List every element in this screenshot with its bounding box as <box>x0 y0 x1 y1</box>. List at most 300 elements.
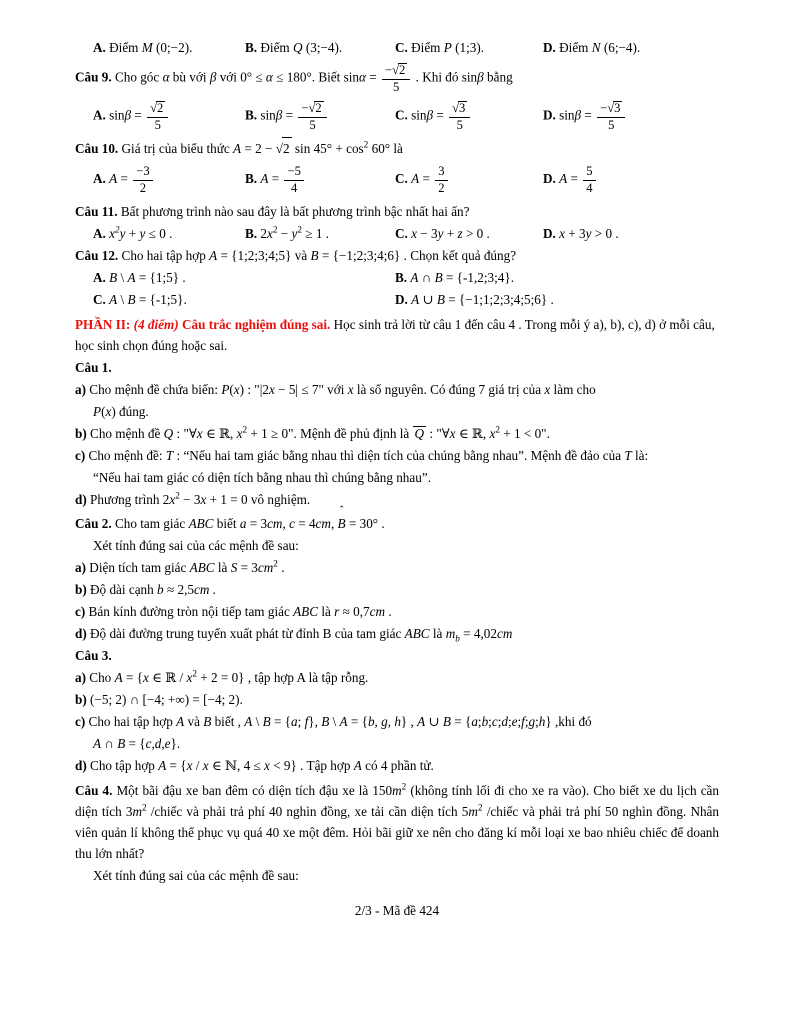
radicand <box>156 101 165 116</box>
text-run: , <box>387 714 395 730</box>
text-run: = <box>282 107 297 123</box>
c3-d <box>75 755 719 776</box>
text-run: A. <box>93 40 110 55</box>
text-run: 5 <box>586 164 593 179</box>
fraction-denominator <box>298 118 326 133</box>
fraction-numerator <box>382 62 410 80</box>
q10-opt-c <box>395 164 543 196</box>
text-run: f <box>521 714 525 730</box>
text-run: : "∀ <box>426 426 450 442</box>
text-run: sin <box>109 107 125 123</box>
text-run: x <box>411 226 417 242</box>
q9-options <box>75 100 719 133</box>
text-run: A <box>244 714 253 730</box>
text-run: C. <box>395 107 412 123</box>
text-run: = <box>365 69 380 85</box>
text-run: có 4 phần tử. <box>361 758 434 774</box>
q12-options-cd <box>75 289 719 310</box>
text-run: m <box>132 804 142 820</box>
q9-stem <box>75 62 719 95</box>
q8-opt-c <box>395 37 543 58</box>
text-run: Câu 9. <box>75 69 115 85</box>
text-run: − 3 <box>416 226 438 242</box>
text-run: sin <box>260 107 276 123</box>
superscript: 2 <box>141 802 147 813</box>
text-run: } , <box>400 714 418 730</box>
text-run: b <box>481 714 489 730</box>
radical-sign: √ <box>150 100 158 115</box>
text-run: Điểm <box>109 40 142 55</box>
text-run: β <box>209 69 217 85</box>
text-run: B. <box>395 270 411 286</box>
text-run: = { <box>347 714 368 730</box>
text-run: ∈ ℕ, 4 ≤ <box>208 758 265 774</box>
text-run: a) <box>75 560 90 576</box>
text-run: A <box>209 248 218 264</box>
text-run: = <box>117 171 132 187</box>
fraction-numerator <box>583 164 595 181</box>
fraction-numerator <box>284 164 303 181</box>
text-run: 5 <box>393 79 400 94</box>
text-run: y <box>437 226 444 242</box>
q10-opt-d <box>543 164 719 196</box>
text-run: = {−1;2;3;4;6} . Chọn kết quả đúng? <box>318 248 517 264</box>
text-run: D. <box>543 107 560 123</box>
text-run: − <box>301 100 309 115</box>
text-run: − <box>384 63 393 77</box>
text-run: b) <box>75 426 91 442</box>
text-run: Điểm <box>260 40 293 55</box>
text-run: /chiếc và phải trả phí 40 nghìn đồng, xe tải cần diện tích 5 <box>146 804 469 820</box>
q12-opt-d <box>395 289 719 310</box>
text-run: x <box>236 426 243 442</box>
text-run: β <box>477 69 484 85</box>
text-run: β <box>124 107 132 123</box>
text-run: Độ dài đường trung tuyến xuất phát từ đỉnh B của tam giác <box>90 626 405 642</box>
text-run: ∈ ℝ / <box>148 670 187 686</box>
text-run: là số nguyên. Có đúng 7 giá trị của <box>353 382 545 398</box>
text-run: , <box>161 736 165 752</box>
text-run: Giá trị của biểu thức <box>121 141 234 157</box>
fraction <box>298 100 326 133</box>
text-run: Cho hai tập hợp <box>121 248 210 264</box>
text-run: 5 <box>608 117 615 132</box>
text-run: y <box>139 226 146 242</box>
text-run: = {−1;1;2;3;4;5;6} . <box>444 292 554 308</box>
text-run: B <box>310 248 319 264</box>
text-run: = <box>131 107 146 123</box>
superscript: 2 <box>401 781 407 792</box>
text-run: = {-1;5}. <box>135 292 187 308</box>
c2-a <box>75 557 719 578</box>
text-run: B <box>127 292 136 308</box>
text-run: Cho mệnh đề <box>90 426 164 442</box>
text-run: z <box>457 226 463 242</box>
radical-sign: √ <box>308 100 316 115</box>
text-run: A <box>411 171 420 187</box>
text-run: Phương trình 2 <box>90 492 170 508</box>
text-run: Câu 1. <box>75 360 112 376</box>
text-run: − 3 <box>179 492 201 508</box>
text-run: làm cho <box>550 382 596 398</box>
text-run: Q <box>414 426 425 442</box>
text-run: /chiếc và phải trả phí 50 nghìn đồng. Nhân viên quản lí không thể phục vụ quá 40 xe một đêm. Hỏi bãi giữ xe nên cho đăng kí mỗi loại xe bao nhiêu chiếc để doanh thu lớn nhất? <box>75 804 720 862</box>
text-run: f <box>304 714 309 730</box>
text-run: , <box>330 516 338 532</box>
text-run: A <box>260 171 269 187</box>
radical <box>607 101 622 116</box>
q11-opt-c <box>395 223 543 244</box>
fraction <box>449 100 470 133</box>
radical <box>276 137 292 159</box>
text-run: + 1 < 0". <box>499 426 550 442</box>
fraction <box>583 164 595 196</box>
text-run: }, <box>308 714 322 730</box>
text-run: B. <box>245 40 261 55</box>
text-run: −3 <box>136 164 150 179</box>
text-run: Cho mệnh đề chứa biến: <box>89 382 222 398</box>
text-run: Cho góc <box>114 69 163 85</box>
text-run: x <box>143 670 149 686</box>
text-run: A <box>417 714 426 730</box>
text-run: x <box>169 492 176 508</box>
radicand <box>613 101 622 116</box>
fraction-denominator <box>583 181 595 196</box>
text-run: − 5| ≤ 7" với <box>274 382 348 398</box>
text-run: Cho tam giác <box>114 516 189 532</box>
text-run: biết <box>213 516 240 532</box>
text-run: = {1;5} . <box>135 270 186 286</box>
fraction-denominator <box>133 181 152 196</box>
text-run: − <box>600 100 608 115</box>
text-run: ABC <box>404 626 430 642</box>
text-run: Một bãi đậu xe ban đêm có diện tích đậu xe là 150 <box>116 783 393 799</box>
text-run: ; <box>517 714 522 730</box>
text-run: = 2 − <box>241 141 276 157</box>
text-run: A <box>353 758 362 774</box>
text-run: (3;−4). <box>302 40 343 55</box>
text-run: A <box>176 714 185 730</box>
text-run: ; <box>535 714 539 730</box>
q9-opt-a <box>93 100 245 133</box>
fraction-denominator <box>449 118 470 133</box>
text-run: = 3 <box>237 560 258 576</box>
text-run: A. <box>93 270 110 286</box>
text-run: A <box>93 736 102 752</box>
superscript: 2 <box>242 424 248 435</box>
fraction-denominator <box>597 118 625 133</box>
text-run: \ <box>117 270 128 286</box>
text-run: ≤ 0 . <box>145 226 173 242</box>
c2-b <box>75 579 719 600</box>
text-run: x <box>186 670 193 686</box>
text-run: A <box>158 758 167 774</box>
text-run: 5 <box>154 117 161 132</box>
q11-options <box>75 223 719 244</box>
text-run: x <box>559 226 565 242</box>
radical <box>452 101 467 116</box>
text-run: B. <box>245 107 261 123</box>
q4-intro <box>75 865 719 886</box>
fraction-numerator <box>298 100 326 118</box>
text-run: ∩ <box>101 736 118 752</box>
fraction-denominator <box>284 181 303 196</box>
text-run: + <box>125 226 140 242</box>
text-run: Câu 2. <box>75 516 115 532</box>
text-run: = <box>433 107 448 123</box>
text-run: b) <box>75 692 91 708</box>
c3-b <box>75 689 719 710</box>
c1-a <box>75 379 719 400</box>
q4-stem <box>75 780 719 864</box>
c2-c <box>75 601 719 622</box>
text-run: = 4 <box>294 516 316 532</box>
fraction-numerator <box>147 100 168 118</box>
text-run: B <box>109 270 118 286</box>
text-run: x <box>109 226 115 242</box>
text-run: Cho <box>89 670 115 686</box>
text-run: B <box>321 714 330 730</box>
text-run: − <box>277 226 292 242</box>
text-run: ; <box>497 714 502 730</box>
text-run: y <box>291 226 298 242</box>
text-run: x <box>347 382 354 398</box>
text-run: A <box>410 270 419 286</box>
text-run: m <box>468 804 478 820</box>
text-run: e <box>511 714 518 730</box>
q2-intro <box>75 535 719 556</box>
text-run: ∩ <box>418 270 435 286</box>
text-run: Bất phương trình nào sau đây là bất phương trình bậc nhất hai ẩn? <box>120 204 470 220</box>
text-run: C. <box>93 292 110 308</box>
text-run: 3 <box>459 100 466 115</box>
text-run: Xét tính đúng sai của các mệnh đề sau: <box>93 868 299 884</box>
text-run: > 0 . <box>462 226 490 242</box>
text-run: PHẦN II: <box>75 317 134 333</box>
text-run: (6;−4). <box>600 40 641 55</box>
text-run: c) <box>75 604 89 620</box>
fraction-numerator <box>597 100 625 118</box>
text-run: D. <box>543 40 560 55</box>
text-run: N <box>591 40 601 55</box>
text-run: + 2 = 0} , tập hợp A là tập rỗng. <box>196 670 369 686</box>
text-run: x <box>202 758 209 774</box>
q10-opt-b <box>245 164 395 196</box>
text-run: sin <box>559 107 575 123</box>
c1-b <box>75 423 719 444</box>
text-run: = 3 <box>246 516 268 532</box>
text-run: g <box>381 714 388 730</box>
text-run: x <box>200 492 207 508</box>
text-run: ABC <box>189 560 215 576</box>
text-run: D. <box>543 171 560 187</box>
text-run: Q <box>163 426 174 442</box>
text-run: 60° là <box>368 141 403 157</box>
radical <box>150 101 165 116</box>
superscript: 2 <box>192 668 197 679</box>
text-run: , <box>374 714 382 730</box>
text-run: 2 <box>438 181 445 196</box>
text-run: cm <box>496 626 513 642</box>
text-run: và <box>184 714 204 730</box>
text-run: Cho tập hợp <box>90 758 159 774</box>
text-run: } ,khi đó <box>545 714 592 730</box>
text-run: \ <box>252 714 263 730</box>
q2-title <box>75 505 719 534</box>
text-run: (1;3). <box>451 40 485 55</box>
fraction-denominator <box>382 80 410 95</box>
text-run: c <box>289 516 295 532</box>
superscript: 2 <box>272 224 278 235</box>
text-run: A <box>411 292 420 308</box>
text-run: = 30° . <box>345 516 385 532</box>
c1-c-cont <box>75 467 719 488</box>
text-run: c) <box>75 448 89 464</box>
text-run: Câu 11. <box>75 204 121 220</box>
text-run: }. <box>170 736 181 752</box>
text-run: A. <box>93 226 110 242</box>
radical-sign: √ <box>275 141 284 157</box>
c2-d <box>75 623 719 644</box>
fraction-denominator <box>435 181 447 196</box>
radical-sign: √ <box>452 100 460 115</box>
text-run: = { <box>122 670 144 686</box>
text-run: . <box>385 604 392 620</box>
radical <box>392 63 407 78</box>
text-run: ; <box>477 714 482 730</box>
text-run: D. <box>543 226 560 242</box>
text-run: 3 <box>438 164 445 179</box>
text-run: a <box>291 714 298 730</box>
text-run: Câu 3. <box>75 648 112 664</box>
text-run: ( <box>229 382 234 398</box>
text-run: c) <box>75 714 89 730</box>
fraction <box>435 164 447 196</box>
text-run: B <box>203 714 212 730</box>
text-run: T <box>624 448 632 464</box>
text-run: là <box>429 626 446 642</box>
c3-c-cont <box>75 733 719 754</box>
text-run: ∈ ℝ, <box>202 426 237 442</box>
text-run: sin 45° + cos <box>291 141 364 157</box>
text-run: 4 <box>291 181 298 196</box>
radical-sign: √ <box>392 63 400 77</box>
superscript: 2 <box>297 224 302 235</box>
radicand <box>314 101 323 116</box>
text-run: y <box>119 226 126 242</box>
text-run: + 1 ≥ 0". Mệnh đề phủ định là <box>247 426 413 442</box>
text-run: B. <box>245 171 261 187</box>
fraction <box>147 100 168 133</box>
text-run: b <box>367 714 375 730</box>
superscript: 2 <box>363 139 369 150</box>
radical-sign: √ <box>607 100 615 115</box>
text-run: cm <box>193 582 210 598</box>
text-run: (−5; 2) ∩ [−4; +∞) = [−4; 2). <box>90 692 243 708</box>
hat-mark: ˆ <box>339 505 344 518</box>
text-run: A <box>109 292 118 308</box>
text-run: A <box>127 270 136 286</box>
text-run: sin <box>411 107 427 123</box>
q12-opt-b <box>395 267 719 288</box>
fraction <box>597 100 625 133</box>
text-run: x <box>196 426 203 442</box>
text-run: g <box>528 714 536 730</box>
text-run: = <box>268 171 283 187</box>
text-run: , <box>282 516 290 532</box>
text-run: d <box>501 714 508 730</box>
text-run: 3 <box>614 100 621 115</box>
text-run: b <box>157 582 164 598</box>
fraction-numerator <box>435 164 447 181</box>
text-run: (4 điểm) <box>133 317 182 333</box>
superscript: 2 <box>495 424 500 435</box>
text-run: D. <box>395 292 412 308</box>
text-run: + <box>443 226 458 242</box>
text-run: cm <box>315 516 331 532</box>
q8-opt-a <box>93 37 245 58</box>
text-run: Câu trắc nghiệm đúng sai. <box>181 317 334 333</box>
text-run: A <box>114 670 123 686</box>
text-run: < 9} . Tập hợp <box>269 758 354 774</box>
text-run: ∈ ℝ, <box>455 426 490 442</box>
q12-options-ab <box>75 267 719 288</box>
text-run: 2/3 - Mã đề 424 <box>354 903 440 919</box>
text-run: S <box>230 560 238 576</box>
text-run: ABC <box>293 604 319 620</box>
radicand <box>398 63 407 78</box>
q12-opt-c <box>93 289 395 310</box>
text-run: là <box>214 560 231 576</box>
superscript: 2 <box>114 224 120 235</box>
text-run: / <box>192 758 203 774</box>
fraction-numerator <box>449 100 470 118</box>
radical <box>309 101 324 116</box>
text-run: Bán kính đường tròn nội tiếp tam giác <box>88 604 294 620</box>
c3-a <box>75 667 719 688</box>
fraction-denominator <box>147 118 168 133</box>
text-run: P <box>93 404 102 420</box>
c1-c <box>75 445 719 466</box>
text-run: = {1;2;3;4;5} và <box>217 248 311 264</box>
part2-header <box>75 314 719 356</box>
text-run: cm <box>267 516 283 532</box>
text-run: y <box>585 226 592 242</box>
q9-opt-d <box>543 100 719 133</box>
superscript: 2 <box>273 558 278 569</box>
q12-stem <box>75 245 719 266</box>
hat-accent: ˆ B <box>337 505 346 532</box>
q10-options <box>75 164 719 196</box>
text-run: với 0° ≤ <box>216 69 266 85</box>
q8-opt-b <box>245 37 395 58</box>
text-run: a) <box>75 382 90 398</box>
text-run: \ <box>117 292 128 308</box>
text-run: = 4,02 <box>459 626 497 642</box>
text-run: c <box>145 736 152 752</box>
text-run: B <box>434 270 443 286</box>
text-run: d) <box>75 626 91 642</box>
text-run: h <box>394 714 401 730</box>
text-run: β <box>574 107 582 123</box>
text-run: ) : "|2 <box>239 382 269 398</box>
q11-opt-d <box>543 223 719 244</box>
fraction <box>382 62 410 95</box>
text-run: d <box>154 736 162 752</box>
text-run: là: <box>631 448 649 464</box>
text-run: ≈ 0,7 <box>339 604 370 620</box>
text-run: = {-1,2;3;4}. <box>442 270 515 286</box>
